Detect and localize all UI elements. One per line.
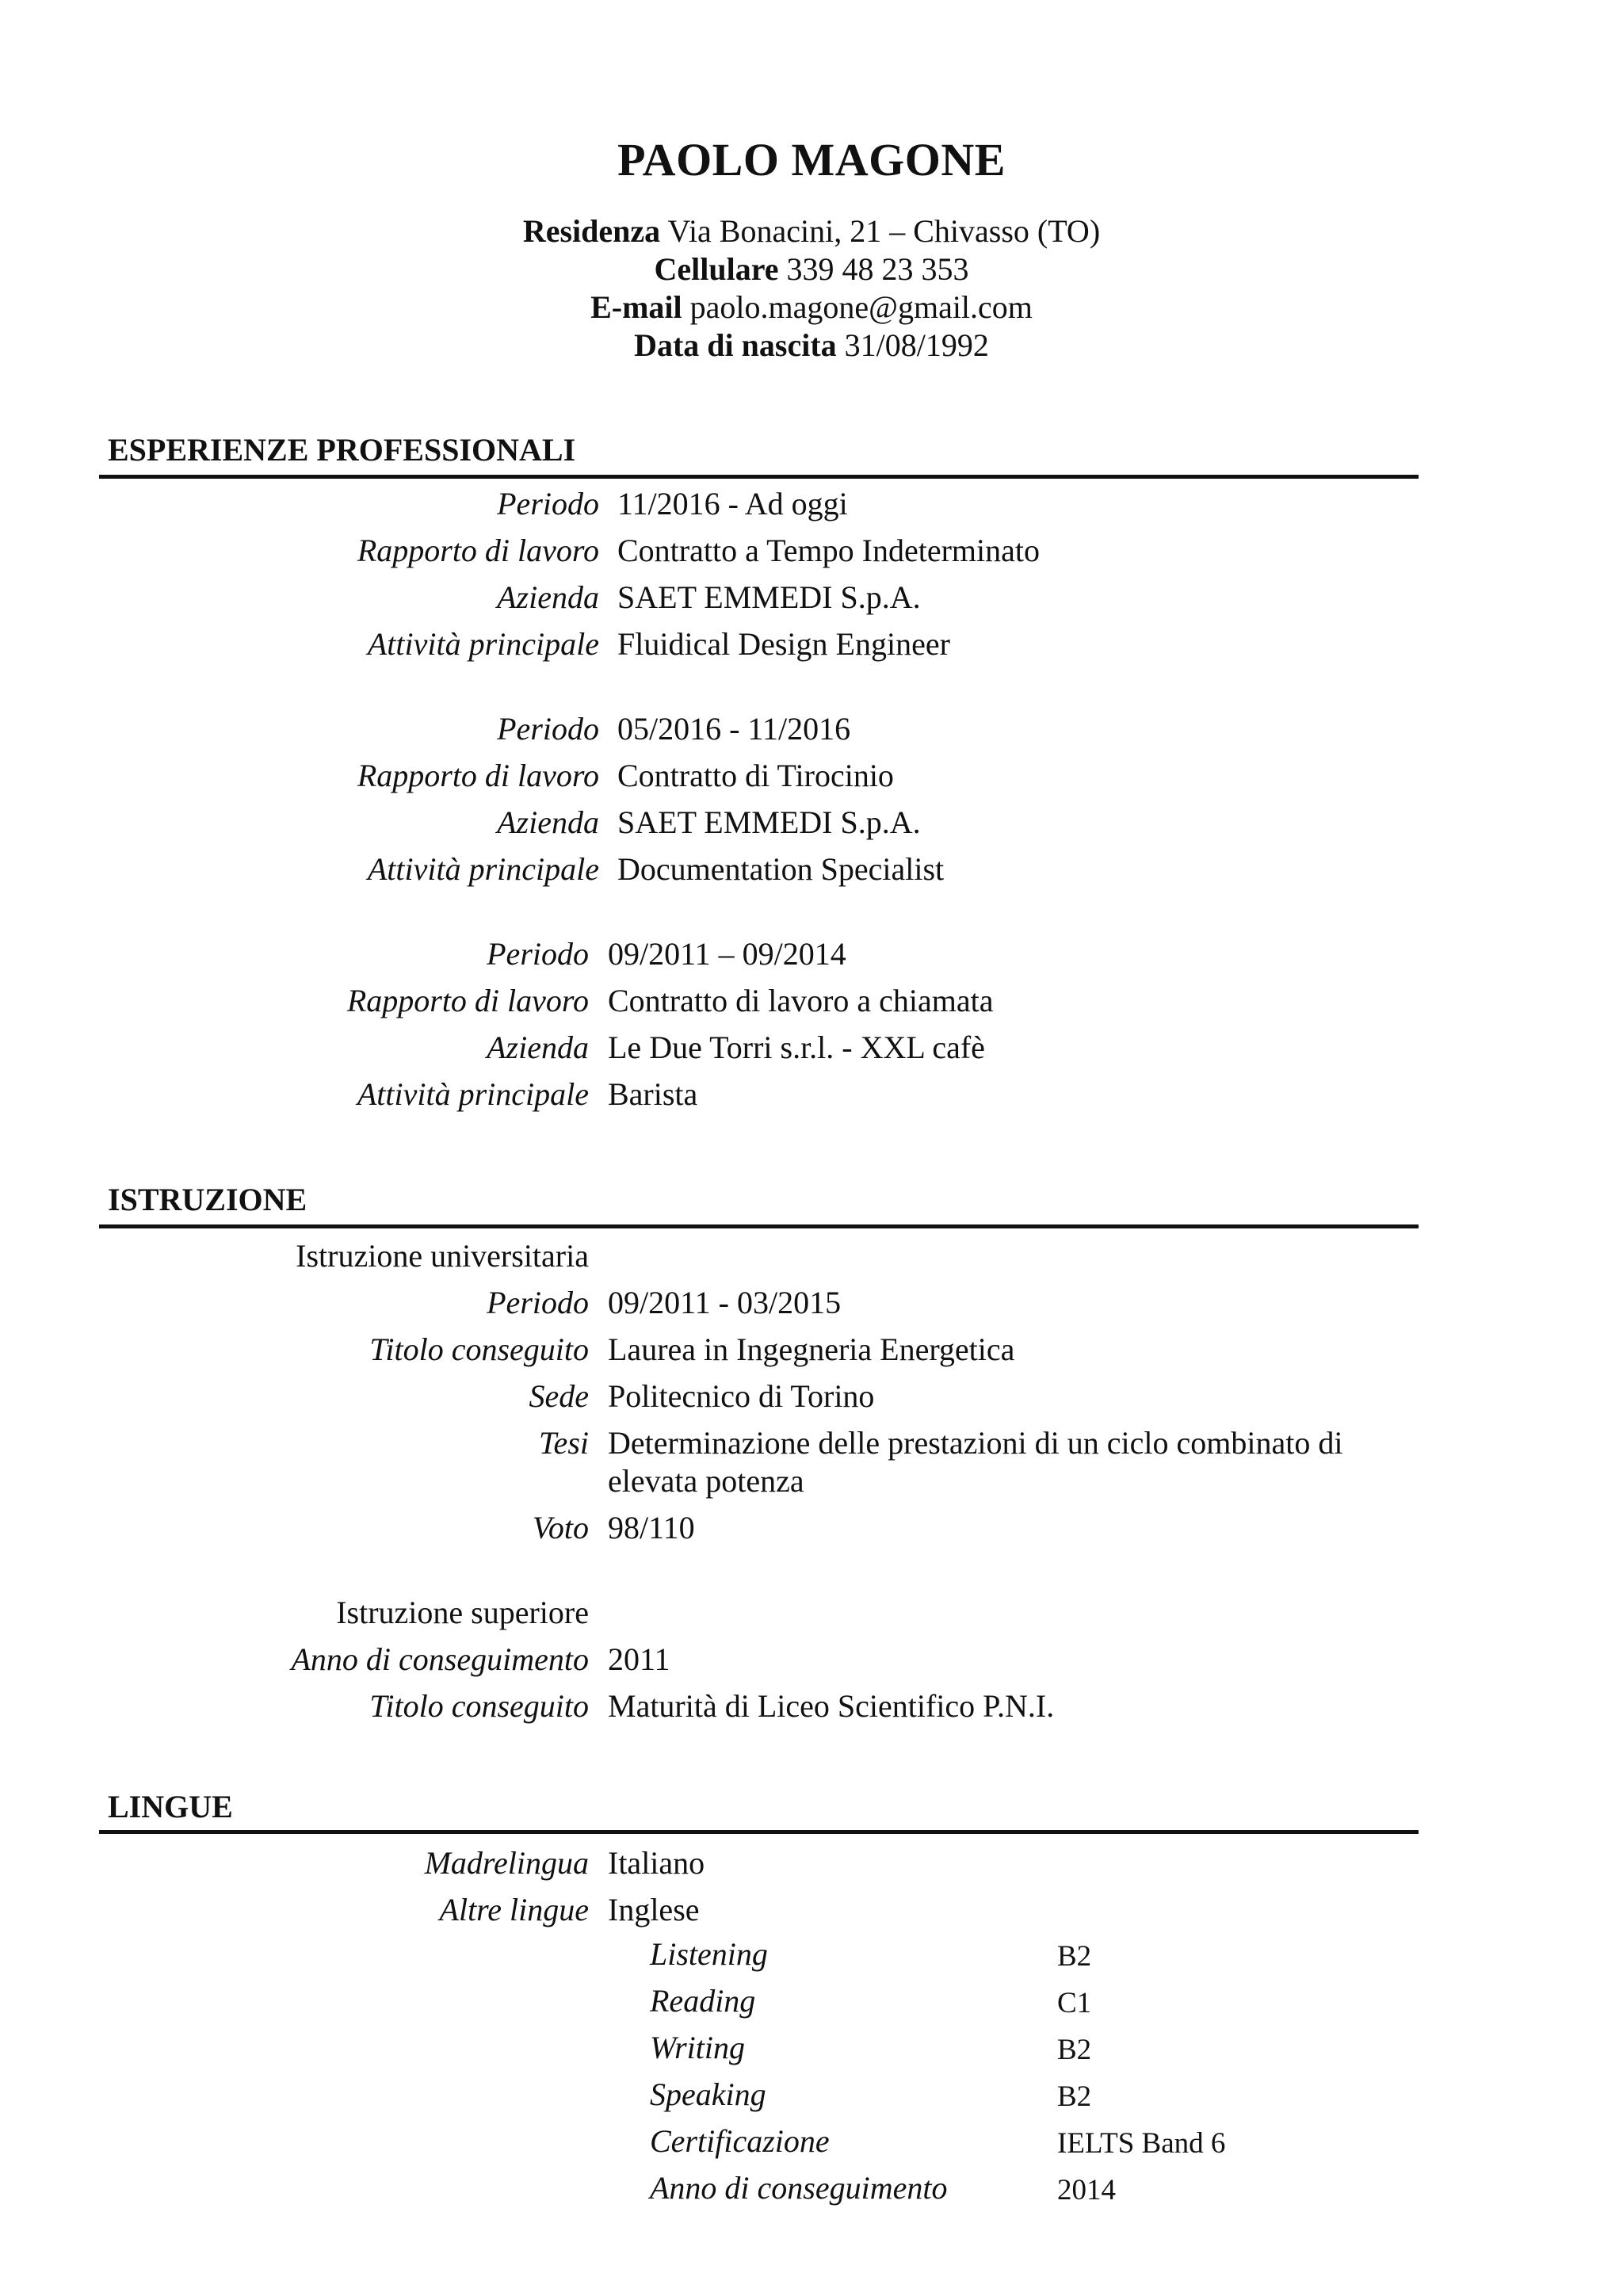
education-heading-university: Istruzione universitaria [296, 1238, 589, 1274]
skill-label-reading: Reading [650, 1983, 756, 2019]
job-label-company: Azienda [497, 579, 599, 615]
edu-value-period: 09/2011 - 03/2015 [608, 1285, 842, 1320]
contact-residence [0, 212, 1623, 250]
lang-label-native: Madrelingua [424, 1845, 589, 1881]
job-value-period: 09/2011 – 09/2014 [608, 936, 846, 972]
edu-label-location: Sede [529, 1378, 589, 1414]
edu-label-grade: Voto [532, 1510, 589, 1545]
contact-label: Cellulare [654, 251, 779, 287]
contact-label: Data di nascita [634, 327, 837, 363]
skill-level-reading: C1 [1057, 1987, 1092, 2019]
contact-phone [0, 250, 1623, 288]
job-value-company: SAET EMMEDI S.p.A. [617, 579, 921, 615]
job-value-period: 11/2016 - Ad oggi [617, 486, 848, 521]
job-value-company: SAET EMMEDI S.p.A. [617, 804, 921, 840]
edu-value-location: Politecnico di Torino [608, 1378, 875, 1414]
education-heading-highschool: Istruzione superiore [336, 1595, 589, 1630]
candidate-name: PAOLO MAGONE [617, 134, 1006, 185]
skill-level-cert-year: 2014 [1057, 2174, 1116, 2206]
edu-value-thesis-line2: elevata potenza [608, 1463, 804, 1499]
job-label-company: Azienda [487, 1030, 589, 1065]
job-value-contract: Contratto di Tirocinio [617, 758, 894, 793]
edu-label-thesis: Tesi [538, 1425, 589, 1461]
section-title-education: ISTRUZIONE [108, 1182, 307, 1217]
lang-label-other: Altre lingue [439, 1892, 589, 1927]
job-label-period: Periodo [497, 486, 599, 521]
edu-label-year: Anno di conseguimento [291, 1641, 589, 1677]
contact-value: 31/08/1992 [844, 327, 989, 363]
job-value-role: Barista [608, 1076, 698, 1112]
edu-value-thesis: Determinazione delle prestazioni di un ciclo combinato di [608, 1425, 1343, 1461]
section-title-experience: ESPERIENZE PROFESSIONALI [108, 432, 576, 468]
lang-value-native: Italiano [608, 1845, 705, 1881]
job-value-role: Documentation Specialist [617, 851, 945, 887]
job-label-company: Azienda [497, 804, 599, 840]
edu-label-diploma: Titolo conseguito [369, 1688, 589, 1724]
edu-value-grade: 98/110 [608, 1510, 695, 1545]
edu-value-diploma: Maturità di Liceo Scientifico P.N.I. [608, 1688, 1055, 1724]
section-divider [99, 1830, 1419, 1834]
job-label-role: Attività principale [367, 851, 599, 887]
job-label-contract: Rapporto di lavoro [357, 533, 599, 568]
skill-level-speaking: B2 [1057, 2080, 1092, 2113]
skill-level-certification: IELTS Band 6 [1057, 2127, 1226, 2160]
job-value-period: 05/2016 - 11/2016 [617, 711, 851, 747]
edu-value-degree: Laurea in Ingegneria Energetica [608, 1331, 1015, 1367]
job-value-contract: Contratto a Tempo Indeterminato [617, 533, 1040, 568]
skill-label-writing: Writing [650, 2030, 746, 2065]
section-divider [99, 1224, 1419, 1228]
section-title-languages: LINGUE [108, 1789, 233, 1824]
lang-value-other: Inglese [608, 1892, 700, 1927]
job-value-role: Fluidical Design Engineer [617, 626, 950, 662]
edu-value-year: 2011 [608, 1641, 670, 1677]
contact-email [0, 288, 1623, 327]
contact-label: Residenza [522, 213, 661, 249]
job-value-contract: Contratto di lavoro a chiamata [608, 983, 994, 1018]
edu-label-degree: Titolo conseguito [369, 1331, 589, 1367]
edu-label-period: Periodo [487, 1285, 589, 1320]
job-label-role: Attività principale [357, 1076, 589, 1112]
job-value-company: Le Due Torri s.r.l. - XXL cafè [608, 1030, 985, 1065]
skill-label-speaking: Speaking [650, 2076, 766, 2112]
section-divider [99, 475, 1419, 479]
job-label-period: Periodo [487, 936, 589, 972]
skill-label-certification: Certificazione [650, 2123, 830, 2159]
contact-birthdate [0, 327, 1623, 365]
skill-level-writing: B2 [1057, 2034, 1092, 2066]
contact-value: paolo.magone@gmail.com [689, 289, 1033, 325]
job-label-contract: Rapporto di lavoro [346, 983, 589, 1018]
job-label-role: Attività principale [367, 626, 599, 662]
contact-label: E-mail [590, 289, 682, 325]
contact-value: 339 48 23 353 [786, 251, 969, 287]
skill-label-listening: Listening [650, 1936, 768, 1972]
skill-label-cert-year: Anno di conseguimento [650, 2170, 948, 2206]
contact-value: Via Bonacini, 21 – Chivasso (TO) [667, 213, 1101, 249]
job-label-period: Periodo [497, 711, 599, 747]
skill-level-listening: B2 [1057, 1940, 1092, 1973]
job-label-contract: Rapporto di lavoro [357, 758, 599, 793]
